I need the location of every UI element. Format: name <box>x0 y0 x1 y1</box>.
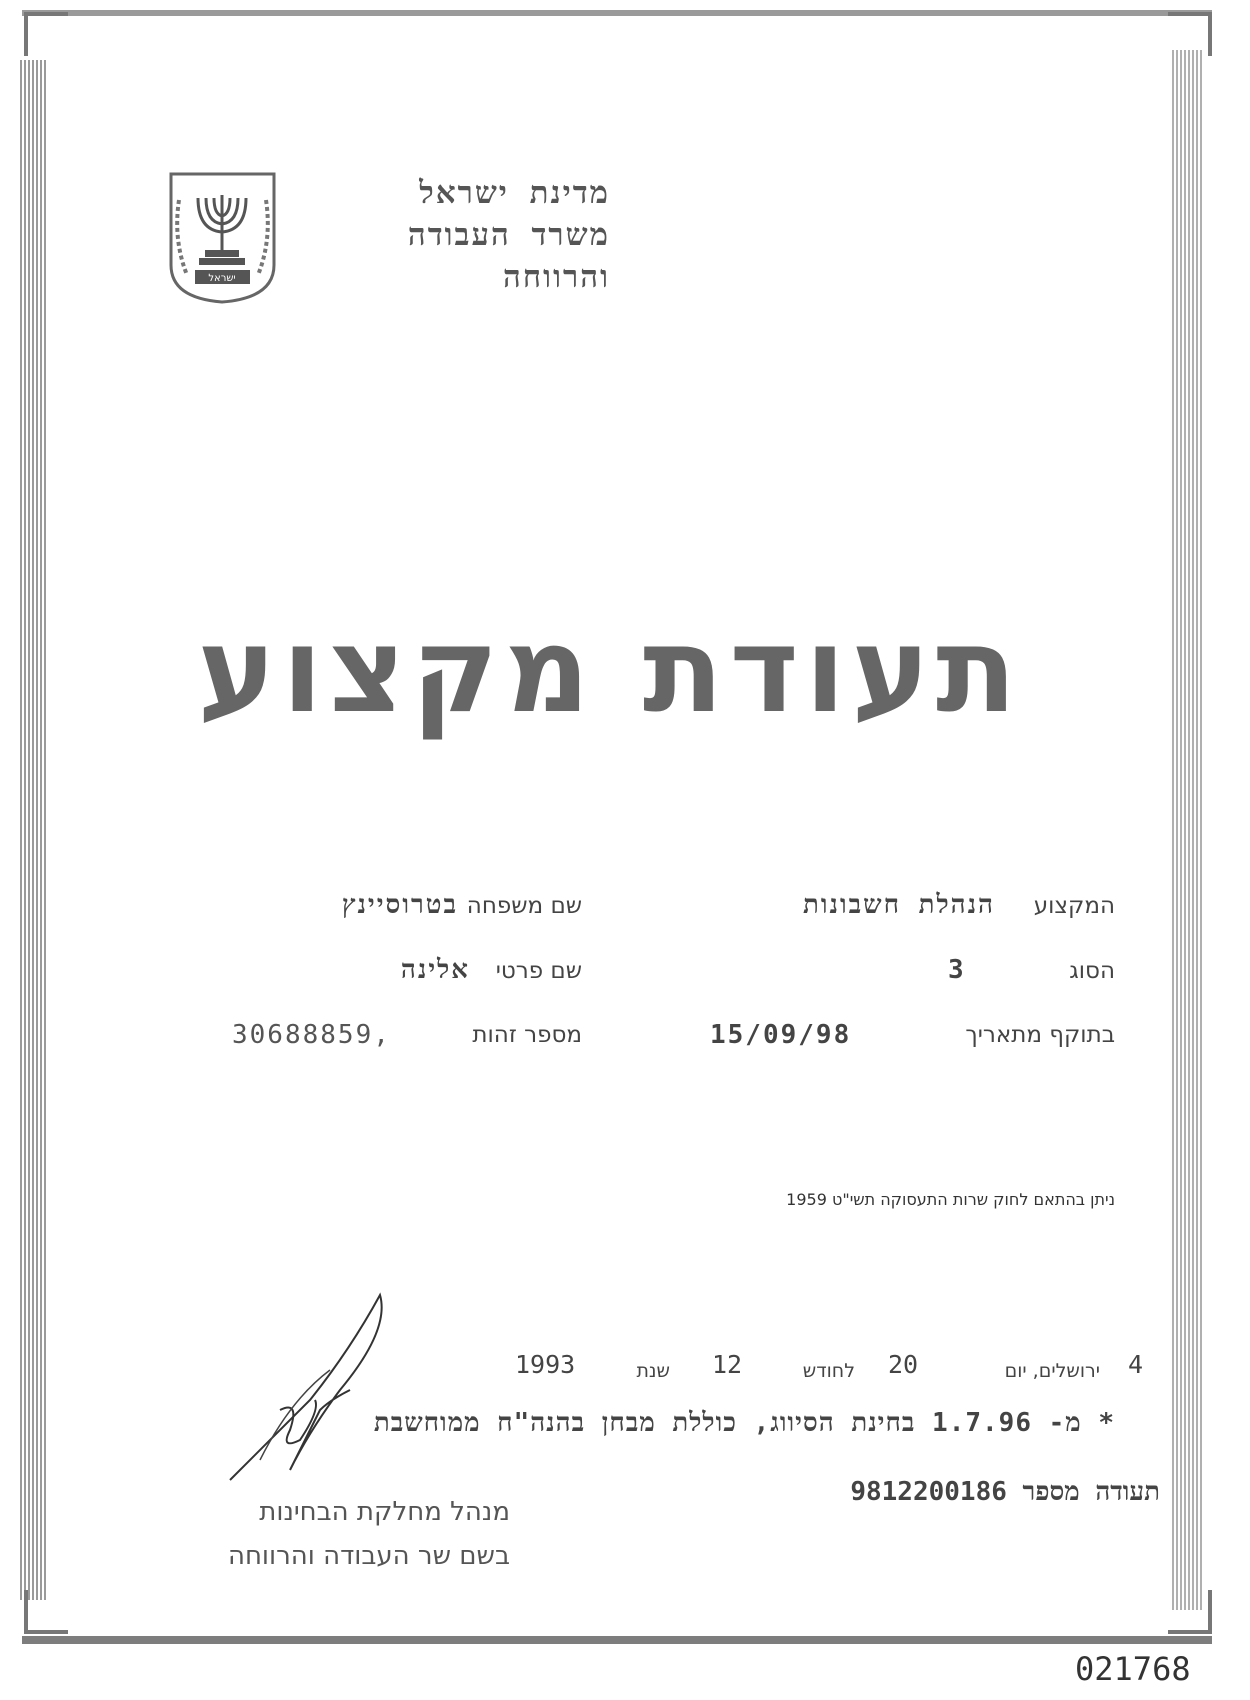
signatory-on-behalf: בשם שר העבודה והרווחה <box>227 1541 510 1571</box>
certificate-number: 9812200186 <box>850 1477 1007 1507</box>
corner-bottom-right <box>1168 1590 1212 1634</box>
month-label: לחודש <box>802 1360 855 1382</box>
surname-label: שם משפחה <box>466 893 582 919</box>
emblem-lettering: ישראל <box>208 273 236 284</box>
right-border-rule <box>1172 50 1204 1610</box>
ministry-line-state: מדינת ישראל <box>419 175 610 211</box>
handwritten-signature <box>220 1290 420 1490</box>
corner-bottom-left <box>24 1590 68 1634</box>
grade-label: הסוג <box>1069 958 1115 984</box>
date-month: 12 <box>712 1350 743 1379</box>
ministry-header <box>408 172 610 298</box>
certificate-number-label: תעודה מספר <box>1022 1477 1160 1507</box>
valid-from-label: בתוקף מתאריך <box>965 1022 1115 1048</box>
signatory-title: מנהל מחלקת הבחינות <box>259 1497 510 1527</box>
year-label: שנת <box>636 1360 670 1382</box>
exam-note: * מ- 1.7.96 בחינת הסיווג, כוללת מבחן בהנה"ח ממוחשבת <box>373 1408 1115 1438</box>
state-emblem-icon <box>165 170 280 305</box>
corner-top-right <box>1168 12 1212 56</box>
id-label: מספר זהות <box>472 1022 582 1048</box>
valid-from-value: 15/09/98 <box>710 1020 852 1050</box>
grade-value: 3 <box>948 955 966 985</box>
ministry-line-welfare: והרווחה <box>502 259 610 295</box>
firstname-value: אלינה <box>400 955 470 985</box>
corner-top-left <box>24 12 68 56</box>
city-day-label: ירושלים, יום <box>1004 1360 1100 1382</box>
certificate-title: תעודת מקצוע <box>197 601 1023 739</box>
date-year: 1993 <box>515 1350 576 1379</box>
ministry-line-ministry: משרד העבודה <box>407 217 610 253</box>
id-value: 30688859, <box>232 1020 391 1050</box>
serial-number: 021768 <box>1075 1650 1191 1688</box>
certificate-number-line <box>850 1477 1160 1507</box>
profession-label: המקצוע <box>1033 893 1115 919</box>
left-border-rule <box>20 60 48 1600</box>
legal-basis-text: ניתן בהתאם לחוק שרות התעסוקה תשי"ט 1959 <box>786 1190 1115 1209</box>
profession-value: הנהלת חשבונות <box>803 890 995 920</box>
surname-value: בטרוסיינץ <box>341 890 458 920</box>
date-day: 20 <box>888 1350 919 1379</box>
signatory-block <box>130 1490 510 1578</box>
firstname-label: שם פרטי <box>495 958 582 984</box>
date-marker: 4 <box>1128 1350 1144 1379</box>
